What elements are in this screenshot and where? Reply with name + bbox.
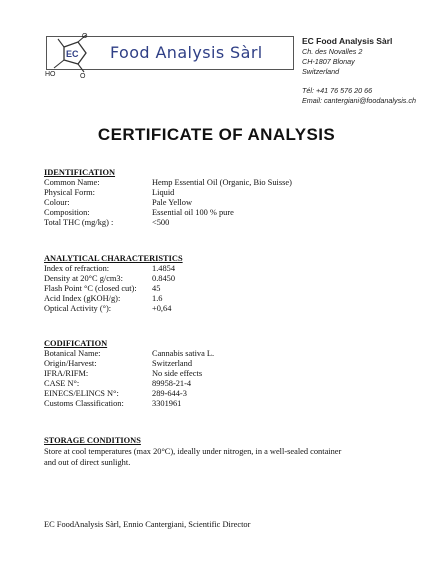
identification-row xyxy=(44,208,292,218)
row-value: +0,64 xyxy=(152,304,172,313)
row-value: No side effects xyxy=(152,369,203,378)
row-label: Origin/Harvest: xyxy=(44,359,97,368)
row-label: Common Name: xyxy=(44,178,100,187)
row-label: EINECS/ELINCS N°: xyxy=(44,389,119,398)
identification-row xyxy=(44,188,292,198)
codification-row xyxy=(44,399,214,409)
codification-heading: CODIFICATION xyxy=(44,339,108,348)
identification-heading: IDENTIFICATION xyxy=(44,168,116,177)
row-value: 289-644-3 xyxy=(152,389,187,398)
company-phone: Tél: +41 76 576 20 66 xyxy=(302,86,373,95)
row-value: 89958-21-4 xyxy=(152,379,192,388)
row-label: Composition: xyxy=(44,208,90,217)
company-address-line2: CH-1807 Blonay xyxy=(302,57,355,66)
company-email[interactable]: Email: cantergiani@foodanalysis.ch xyxy=(302,96,416,105)
analytical-row xyxy=(44,304,183,314)
row-label: Flash Point °C (closed cut): xyxy=(44,284,137,293)
codification-row xyxy=(44,369,214,379)
row-value: 45 xyxy=(152,284,161,293)
identification-section xyxy=(44,168,292,228)
codification-row xyxy=(44,359,214,369)
row-value: Essential oil 100 % pure xyxy=(152,208,234,217)
row-label: Index of refraction: xyxy=(44,264,110,273)
logo-ho-label: HO xyxy=(45,71,56,78)
logo-emblem-letters: EC xyxy=(66,49,79,59)
identification-row xyxy=(44,178,292,188)
company-country: Switzerland xyxy=(302,67,340,76)
codification-section xyxy=(44,339,214,409)
company-address-line1: Ch. des Novalles 2 xyxy=(302,47,363,56)
identification-row xyxy=(44,218,292,228)
row-label: IFRA/RIFM: xyxy=(44,369,89,378)
company-name: EC Food Analysis Sàrl xyxy=(302,36,393,46)
row-value: Liquid xyxy=(152,188,175,197)
row-value: Pale Yellow xyxy=(152,198,193,207)
row-label: Physical Form: xyxy=(44,188,95,197)
row-label: Acid Index (gKOH/g): xyxy=(44,294,121,303)
storage-text-line2: and out of direct sunlight. xyxy=(44,458,131,467)
analytical-row xyxy=(44,264,183,274)
codification-row xyxy=(44,379,214,389)
row-value: 0.8450 xyxy=(152,274,176,283)
row-label: Customs Classification: xyxy=(44,399,124,408)
analytical-row xyxy=(44,294,183,304)
row-label: CASE N°: xyxy=(44,379,80,388)
row-value: 1.4854 xyxy=(152,264,176,273)
signature-footer: EC FoodAnalysis Sàrl, Ennio Cantergiani, Scientific Director xyxy=(44,520,251,529)
analytical-row xyxy=(44,284,183,294)
row-value: Hemp Essential Oil (Organic, Bio Suisse) xyxy=(152,178,292,187)
molecule-logo-icon xyxy=(42,30,112,80)
analytical-heading: ANALYTICAL CHARACTERISTICS xyxy=(44,254,183,263)
row-label: Density at 20°C g/cm3: xyxy=(44,274,123,283)
row-label: Botanical Name: xyxy=(44,349,101,358)
row-value: 3301961 xyxy=(152,399,182,408)
page-title: CERTIFICATE OF ANALYSIS xyxy=(97,125,336,144)
row-value: Cannabis sativa L. xyxy=(152,349,215,358)
storage-text-line1: Store at cool temperatures (max 20°C), ideally under nitrogen, in a well-sealed container xyxy=(44,447,342,456)
logo-brand-text: Food Analysis Sàrl xyxy=(110,43,263,62)
codification-row xyxy=(44,389,214,399)
identification-row xyxy=(44,198,292,208)
row-value: Switzerland xyxy=(152,359,193,368)
storage-section xyxy=(44,436,404,468)
row-label: Colour: xyxy=(44,198,70,207)
company-address-block xyxy=(302,36,416,106)
analytical-row xyxy=(44,274,183,284)
row-value: <500 xyxy=(152,218,170,227)
analytical-section xyxy=(44,254,183,314)
row-value: 1.6 xyxy=(152,294,163,303)
codification-row xyxy=(44,349,214,359)
storage-heading: STORAGE CONDITIONS xyxy=(44,436,141,445)
row-label: Total THC (mg/kg) : xyxy=(44,218,114,227)
logo-o-bottom-label: O xyxy=(80,73,86,80)
row-label: Optical Activity (°): xyxy=(44,304,112,313)
logo-o-label: O xyxy=(82,33,88,40)
